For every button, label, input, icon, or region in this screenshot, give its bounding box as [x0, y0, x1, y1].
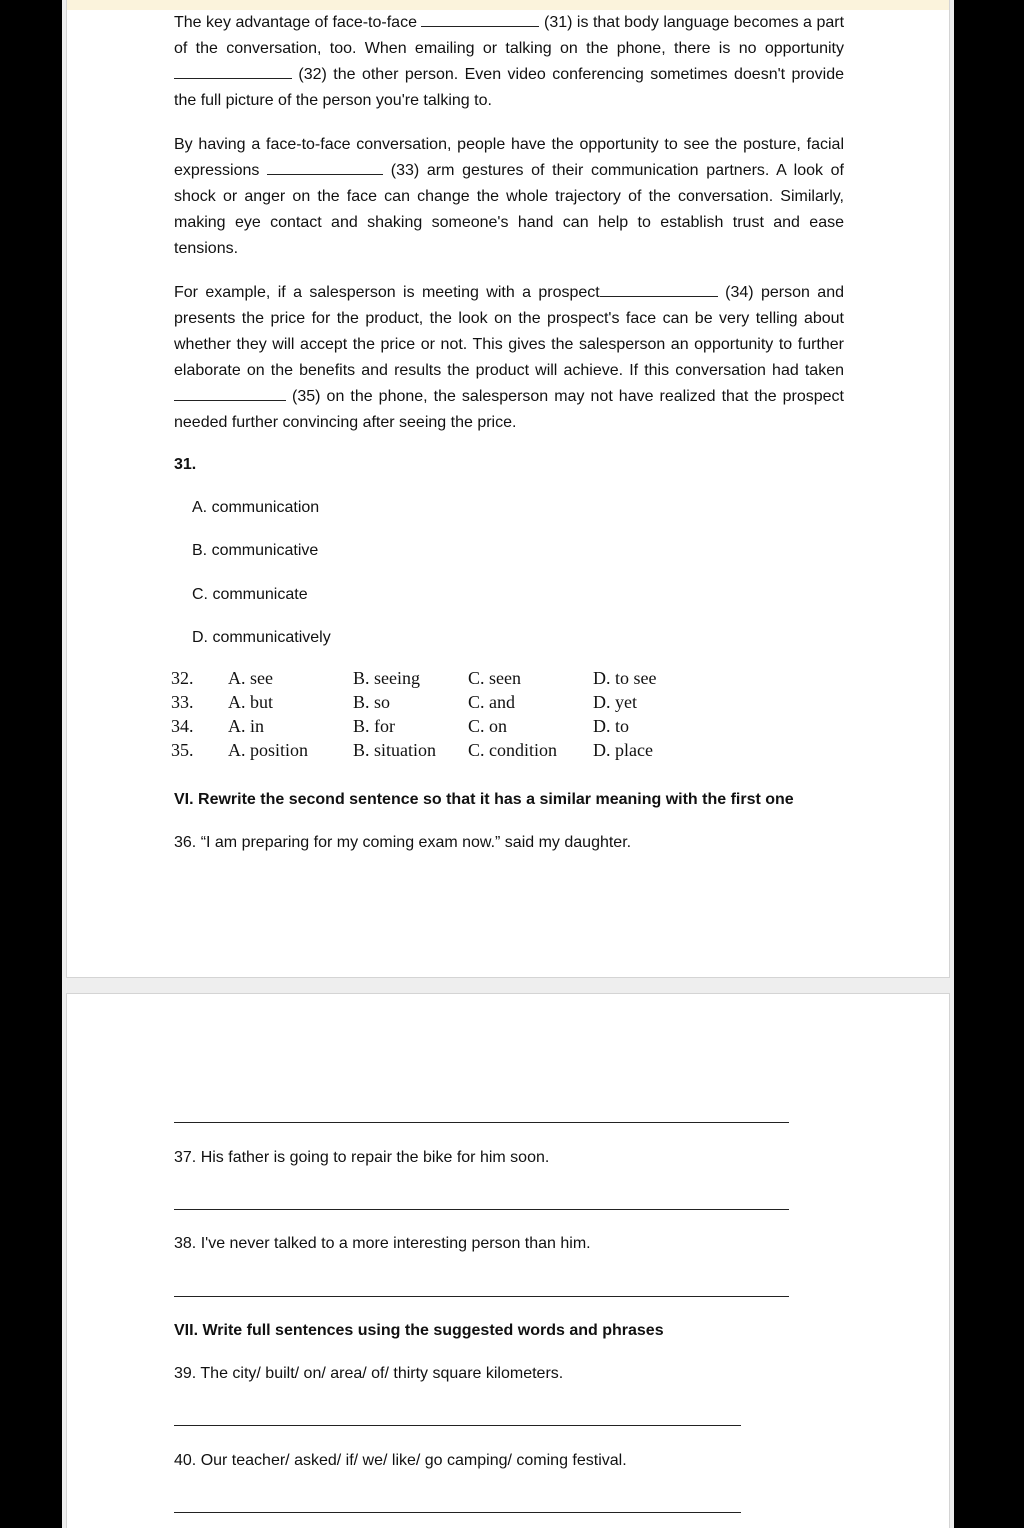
page-top-strip [67, 0, 949, 10]
mc-row-33 [171, 690, 693, 714]
question-31-number: 31. [174, 456, 197, 473]
option-d[interactable]: D. to see [593, 667, 657, 688]
section-6-heading: VI. Rewrite the second sentence so that it has a similar meaning with the first one [174, 791, 794, 808]
question-38: 38. I've never talked to a more interesting person than him. [174, 1235, 591, 1252]
passage-text: (32) the other person. Even video conferencing sometimes doesn't provide the full picture of the person you're talking to. [174, 66, 844, 109]
answer-line-37[interactable] [174, 1209, 789, 1210]
option-c[interactable]: C. seen [468, 667, 521, 688]
option-a[interactable]: A. position [228, 739, 309, 760]
mc-row-35 [171, 738, 693, 762]
section-7-heading: VII. Write full sentences using the suggested words and phrases [174, 1322, 664, 1339]
question-36: 36. “I am preparing for my coming exam now.” said my daughter. [174, 834, 632, 851]
page-1 [66, 0, 950, 978]
passage-text: By having a face-to-face conversation, people have the opportunity to see the posture, facial expressions [174, 136, 844, 179]
passage-paragraph-3 [174, 280, 844, 436]
option-b[interactable]: B. situation [353, 739, 437, 760]
passage-text: (35) on the phone, the salesperson may not have realized that the prospect needed further convincing after seeing the price. [174, 388, 844, 431]
question-37: 37. His father is going to repair the bike for him soon. [174, 1149, 550, 1166]
passage-paragraph-2 [174, 132, 844, 262]
question-number: 35. [171, 739, 194, 760]
mc-row-32 [171, 666, 693, 690]
option-d[interactable]: D. place [593, 739, 653, 760]
document-viewer [62, 0, 954, 1528]
passage-text: For example, if a salesperson is meeting with a prospect [174, 284, 600, 301]
blank-33 [267, 160, 383, 175]
passage-text: (31) is that body language becomes a part of the conversation, too. When emailing or talking on the phone, there is no opportunity [174, 14, 845, 57]
blank-31 [421, 12, 539, 27]
mc-row-34 [171, 714, 693, 738]
option-d[interactable]: D. yet [593, 691, 637, 712]
page-2 [66, 993, 950, 1528]
question-number: 32. [171, 667, 194, 688]
blank-34 [600, 282, 718, 297]
answer-line-39[interactable] [174, 1425, 741, 1426]
q31-option-d[interactable]: D. communicatively [192, 629, 331, 646]
question-number: 34. [171, 715, 194, 736]
option-a[interactable]: A. but [228, 691, 273, 712]
option-a[interactable]: A. in [228, 715, 264, 736]
q31-option-a[interactable]: A. communication [192, 499, 320, 516]
q31-option-c[interactable]: C. communicate [192, 586, 308, 603]
passage-text: (33) arm gestures of their communication partners. A look of shock or anger on the face can change the whole trajectory of the conversation. Similarly, making eye contact and shaking someone's hand can help to establish trust and ease tensions. [174, 162, 845, 257]
option-b[interactable]: B. seeing [353, 667, 420, 688]
option-c[interactable]: C. condition [468, 739, 557, 760]
q31-option-b[interactable]: B. communicative [192, 542, 319, 559]
answer-line-38[interactable] [174, 1296, 789, 1297]
option-a[interactable]: A. see [228, 667, 273, 688]
answer-line-36[interactable] [174, 1122, 789, 1123]
option-c[interactable]: C. on [468, 715, 508, 736]
blank-32 [174, 64, 292, 79]
option-b[interactable]: B. so [353, 691, 391, 712]
blank-35 [174, 386, 286, 401]
option-b[interactable]: B. for [353, 715, 395, 736]
multiple-choice-table [171, 666, 693, 762]
answer-line-40[interactable] [174, 1512, 741, 1513]
option-d[interactable]: D. to [593, 715, 629, 736]
option-c[interactable]: C. and [468, 691, 515, 712]
passage-paragraph-1 [174, 10, 844, 114]
question-number: 33. [171, 691, 194, 712]
question-39: 39. The city/ built/ on/ area/ of/ thirty square kilometers. [174, 1365, 564, 1382]
passage-text: The key advantage of face-to-face [174, 14, 417, 31]
passage-text: (34) person and presents the price for the product, the look on the prospect's face can be very telling about whether they will accept the price or not. This gives the salesperson an opportunity to further elaborate on the benefits and results the product will achieve. If this conversation had taken [174, 284, 844, 379]
question-40: 40. Our teacher/ asked/ if/ we/ like/ go camping/ coming festival. [174, 1452, 627, 1469]
